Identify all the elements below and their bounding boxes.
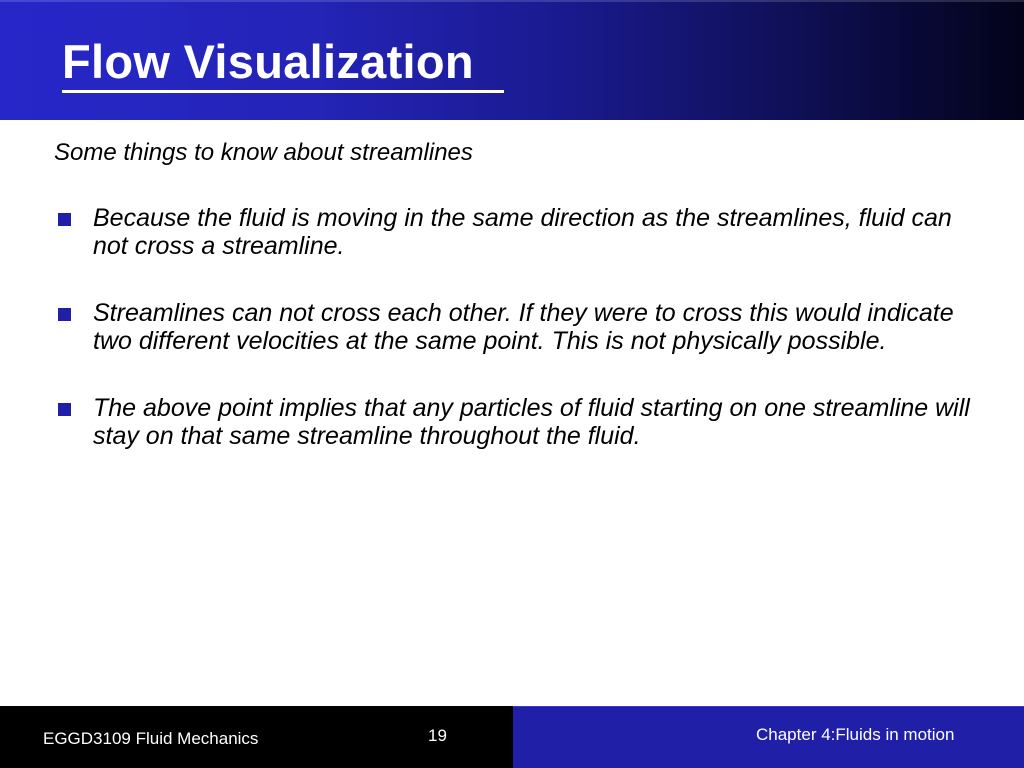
bullet-text: Because the fluid is moving in the same direction as the streamlines, fluid can not cross a streamline. [93,204,952,260]
square-bullet-icon [58,308,71,321]
bullet-text: The above point implies that any particles of fluid starting on one streamline will stay on that same streamline throughout the fluid. [93,394,970,450]
square-bullet-icon [58,213,71,226]
bullet-item [54,299,993,355]
slide-subtitle: Some things to know about streamlines [54,139,473,166]
footer-page-number: 19 [428,726,447,745]
slide-title: Flow Visualization [62,35,474,88]
title-underline [62,90,504,93]
bullet-text: Streamlines can not cross each other. If they were to cross this would indicate two different velocities at the same point. This is not physically possible. [93,299,954,355]
footer-chapter-title: Chapter 4:Fluids in motion [756,725,955,744]
bullet-item [54,204,993,260]
title-bar-highlight [0,0,1024,2]
bullet-item [54,394,993,450]
slide-content [54,138,994,450]
footer-course-name: EGGD3109 Fluid Mechanics [43,729,259,748]
bullet-list [54,204,994,450]
title-bar [0,0,1024,120]
square-bullet-icon [58,403,71,416]
